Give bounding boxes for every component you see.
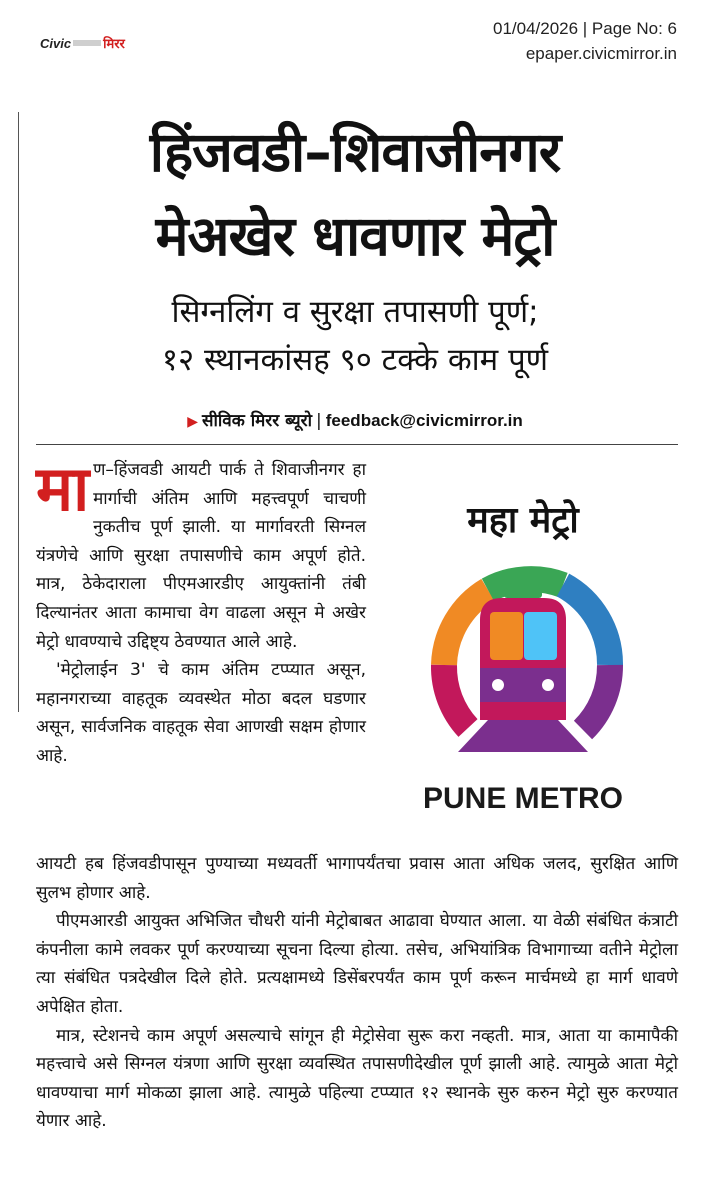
epaper-site: epaper.civicmirror.in	[525, 44, 677, 63]
article-top-rule	[36, 444, 678, 445]
paragraph-3: पीएमआरडी आयुक्त अभिजित चौधरी यांनी मेट्रोबाबत आढावा घेण्यात आला. या वेळी संबंधित कंत्राटी कंपनीला कामे लवकर पूर्ण करण्याच्या सूचना दिल्या होत्या. तसेच, अभियांत्रिक विभागाच्या वतीने मेट्रोला त्या संबंधित पत्रदेखील दिले होते. प्रत्यक्षामध्ये डिसेंबरपर्यंत काम पूर्ण करून मार्चमध्ये हा मार्ग धावणे अपेक्षित होता.	[36, 911, 678, 1017]
logo-ring-blue	[563, 585, 610, 665]
paragraph-2-column: 'मेट्रोलाईन 3' चे काम अंतिम टप्प्यात असून, महानगराच्या वाहतूक व्यवस्थेत मोठा बदल घडणार असून, सार्वजनिक वाहतूक सेवा आणखी सक्षम होणार आहे.	[36, 660, 366, 766]
date-page-number: 01/04/2026 | Page No: 6	[492, 19, 677, 38]
subhead-line-2: १२ स्थानकांसह ९० टक्के काम पूर्ण	[161, 342, 549, 378]
paragraph-2-continued: आयटी हब हिंजवडीपासून पुण्याच्या मध्यवर्ती भागापर्यंतचा प्रवास आता अधिक जलद, सुरक्षित आणि सुलभ होणार आहे.	[36, 854, 678, 903]
masthead-logo	[40, 30, 125, 56]
article-column	[36, 452, 366, 771]
byline-email: feedback@civicmirror.in	[325, 411, 523, 430]
masthead-divider	[73, 40, 101, 46]
article-full-width	[36, 850, 678, 1136]
logo-top-text: महा मेट्रो	[467, 500, 579, 541]
byline-arrow-icon: ▶	[187, 414, 198, 430]
masthead-mirror: मिरर	[103, 37, 125, 52]
logo-ring-magenta	[444, 665, 468, 728]
headline-line-2: मेअखेर धावणार मेट्रो	[155, 204, 555, 268]
subhead-line-1: सिग्नलिंग व सुरक्षा तपासणी पूर्ण;	[171, 294, 539, 330]
byline-separator: |	[316, 411, 322, 431]
byline	[30, 408, 680, 431]
paragraph-1-text: ण–हिंजवडी आयटी पार्क ते शिवाजीनगर हा मार्गाची अंतिम आणि महत्त्वपूर्ण चाचणी नुकतीच पूर्ण झाली. या मार्गावरती सिग्नल यंत्रणेचे आणि सुरक्षा तपासणीचे काम अपूर्ण होते. मात्र, ठेकेदाराला पीएमआरडीए आयुक्तांनी तंबी दिल्यानंतर आता कामाचा वेग वाढला असून मे अखेर मेट्रो धावण्याचे उद्दिष्ट्य ठेवण्यात आले आहे.	[36, 460, 366, 652]
paragraph-1	[36, 452, 366, 656]
masthead-civic: Civic	[40, 35, 72, 51]
left-column-rule	[18, 112, 19, 712]
byline-author: सीविक मिरर ब्यूरो	[201, 411, 312, 431]
dropcap: मा	[36, 452, 90, 525]
paragraph-4: मात्र, स्टेशनचे काम अपूर्ण असल्याचे सांगून ही मेट्रोसेवा सुरू करा नव्हती. मात्र, आता या कामापैकी महत्त्वाचे असे सिग्नल यंत्रणा आणि सुरक्षा व्यवस्थित तपासणीदेखील पूर्ण झाली आहे. त्यामुळे आता मेट्रो धावण्याचा मार्ग मोकळा झाला आहे. त्यामुळे पहिल्या टप्प्यात १२ स्थानके सुरु करुन मेट्रो सुरु करण्यात येणार आहे.	[36, 1025, 678, 1132]
headline-line-1: हिंजवडी–शिवाजीनगर	[149, 120, 561, 184]
page-meta	[493, 16, 677, 66]
pune-metro-logo	[398, 490, 648, 830]
logo-bottom-text: PUNE METRO	[422, 782, 624, 815]
subheadline	[30, 288, 680, 384]
logo-ring-purple	[583, 665, 610, 730]
headline	[30, 110, 680, 278]
